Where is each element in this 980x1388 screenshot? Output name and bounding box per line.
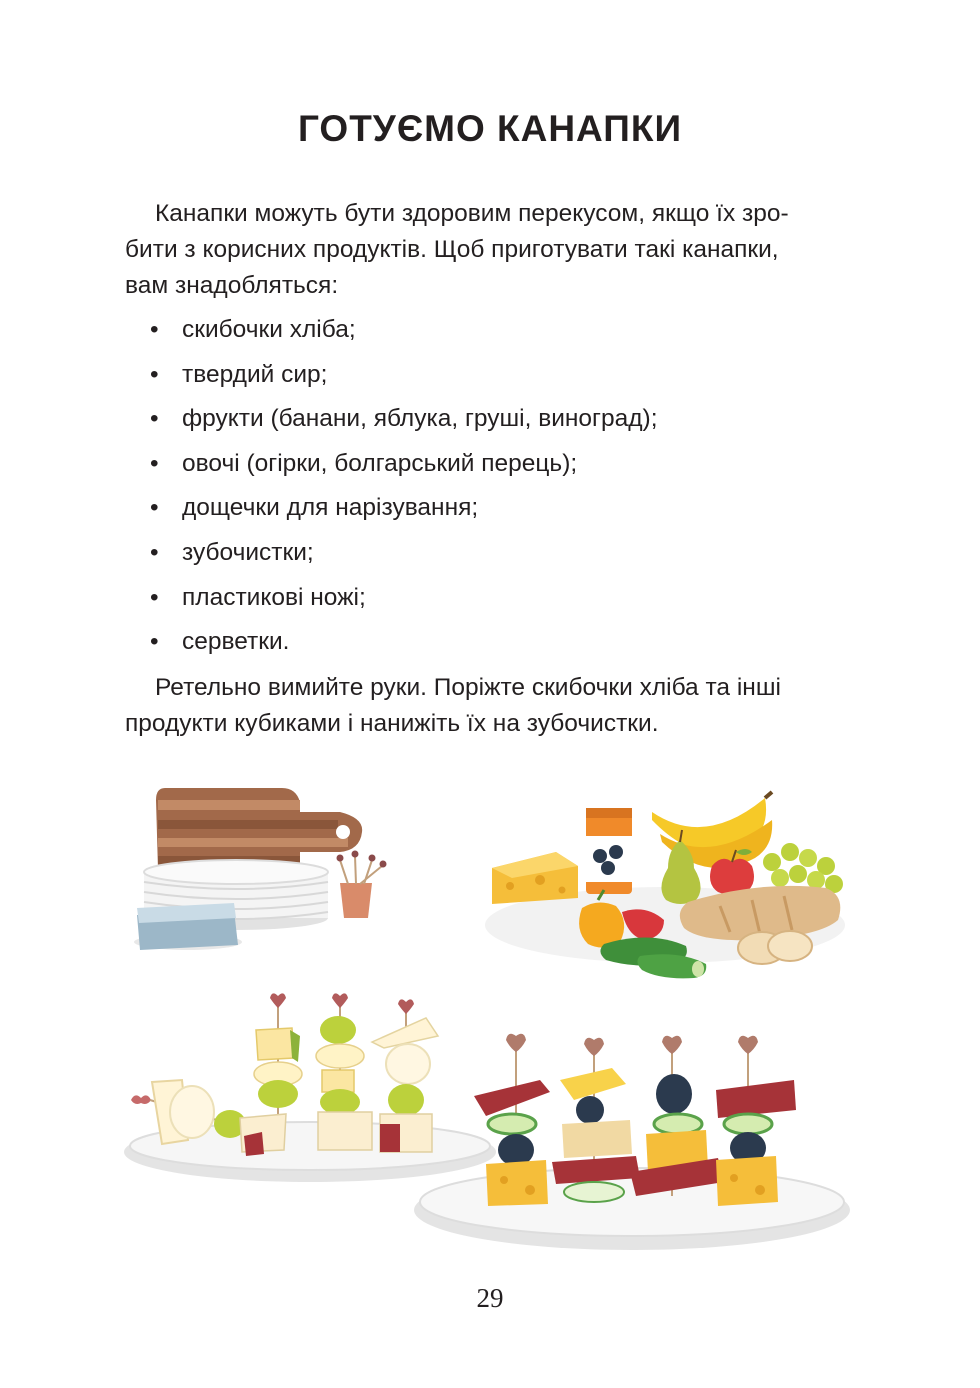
- bullet-icon: •: [150, 583, 159, 611]
- list-item-text: овочі (огірки, болгарський перець);: [182, 449, 578, 477]
- bullet-icon: •: [150, 449, 159, 477]
- intro-line-2: бити з корисних продуктів. Щоб приготувати такі канапки,: [125, 236, 779, 263]
- list-item-text: пластикові ножі;: [182, 583, 366, 611]
- bullet-icon: •: [150, 316, 159, 343]
- olives-jar-icon: [586, 808, 632, 894]
- page-number: 29: [476, 1283, 504, 1313]
- bullet-icon: •: [150, 538, 159, 566]
- napkins-icon: [134, 903, 242, 950]
- list-item-text: серветки.: [182, 628, 290, 656]
- bullet-icon: •: [150, 405, 159, 433]
- grapes-icon: [763, 843, 843, 893]
- cutting-board-icon: [156, 788, 362, 870]
- bullet-icon: •: [150, 628, 159, 656]
- instructions-line-1: Ретельно вимийте руки. Поріжте скибочки хліба та інші: [155, 674, 781, 701]
- bullet-icon: •: [150, 494, 159, 522]
- page-title: ГОТУЄМО КАНАПКИ: [297, 108, 683, 149]
- list-item-text: твердий сир;: [182, 360, 328, 388]
- toothpicks-cup-icon: [337, 851, 387, 919]
- intro-line-3: вам знадобляться:: [125, 272, 339, 299]
- list-item-text: фрукти (банани, яблука, груші, виноград);: [182, 405, 658, 433]
- list-item-text: зубочистки;: [182, 538, 314, 566]
- list-item-text: скибочки хліба;: [182, 316, 356, 343]
- bullet-icon: •: [150, 360, 159, 388]
- instructions-line-2: продукти кубиками і нанижіть їх на зубочистки.: [125, 710, 659, 737]
- list-item-text: дощечки для нарізування;: [182, 494, 479, 522]
- fruit-canapes-plate-icon: [124, 993, 496, 1182]
- cheese-block-icon: [492, 852, 578, 904]
- intro-line-1: Канапки можуть бути здоровим перекусом, якщо їх зро-: [155, 200, 789, 227]
